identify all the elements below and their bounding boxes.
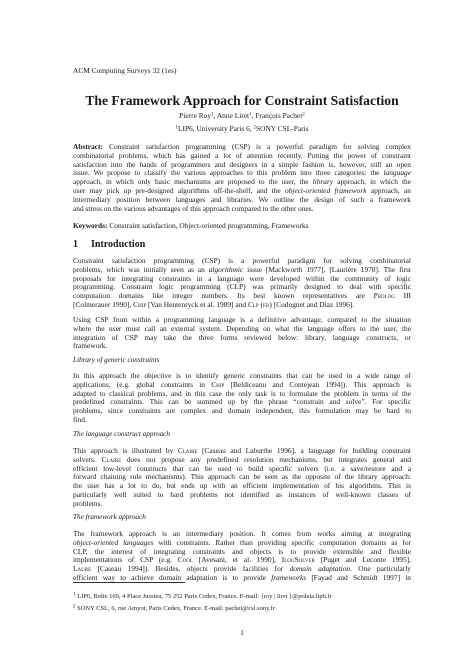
- author-name: François Pachet: [255, 111, 303, 120]
- running-header: ACM Computing Surveys 32 (1es): [73, 66, 177, 75]
- abstract-line: approach, in which only basic mechanisms are proposed to the user, the library approach, in which the: [73, 178, 411, 187]
- footnote-1: $^1$ LIP6, Boîte 169, 4 Place Jussieu, 75 252 Paris Cedex, France. E-mail: {roy | liret }@poleia.lip6.fr: [73, 592, 332, 600]
- author-affil-marker: 1: [211, 112, 214, 118]
- author-list: Pierre Roy$^1$, Anne Liret$^1$, François Pachet$^2$: [179, 111, 305, 120]
- keywords: [73, 222, 411, 231]
- footnote-2: $^2$ SONY CSL, 6, rue Amyot, Paris Cedex, France. E-mail: pachet@csl.sony.fr: [73, 604, 275, 612]
- abstract-line: user may pick up pre-designed algorithms off-the-shelf, and the object-oriented framework approach, an: [73, 186, 411, 195]
- affil-marker: 2: [253, 125, 257, 131]
- author-affil-marker: 2: [302, 112, 305, 118]
- author-affil-marker: 1: [249, 112, 252, 118]
- intro-paragraph-2: Using CSP from within a programming language is a definitive advantage, compared to the situation where the user must call an external system. Depending on what the language offers to the user, the integration of CSP may take the three forms reviewed below: library, language constructs, or framework.: [73, 316, 411, 351]
- author-name: Anne Liret: [216, 111, 250, 120]
- abstract-label: Abstract:: [73, 143, 103, 151]
- section-title: Introduction: [91, 239, 146, 250]
- keywords-label: Keywords:: [73, 222, 108, 230]
- abstract-line: and stress on the various advantages of this approach compared to the other ones.: [73, 204, 314, 213]
- affiliation-line: [73, 124, 411, 133]
- affil-marker: 1: [175, 125, 178, 131]
- abstract-line: issue. We propose to classify the various approaches to this problem into three categories: the language: [73, 169, 411, 178]
- paper-title: The Framework Approach for Constraint Satisfaction: [85, 93, 399, 108]
- section-heading: [73, 239, 145, 251]
- abstract-line: satisfaction into the hands of programmers and designers in a simple fashion is, however, still an open: [73, 160, 411, 169]
- footnote-rule: [73, 582, 185, 583]
- keywords-text: Constraint satisfaction, Object-oriented programming, Frameworks: [107, 222, 309, 230]
- affil-text: SONY CSL-Paris: [256, 124, 309, 133]
- subsection-title: The language construct approach: [73, 430, 170, 438]
- abstract-line: intermediary position between languages and libraries. We outline the design of such a framework: [73, 195, 411, 204]
- abstract-line: combinatorial problems, which has gained a lot of attention recently. Putting the power of constraint: [73, 151, 411, 160]
- subsection-title: Library of generic constraints: [73, 356, 160, 364]
- intro-paragraph-1: Constraint satisfaction programming (CSP) is a powerful paradigm for solving combinatorial problems, which was initially seen as an algorithmic issue [Mackworth 1977], [Laurière 1978]. The first proposals for integrating constraints in a language were developed within the community of logic programming. Constraint logic programming (CLP) was primarily designed to deal with specific computation domains like integer numbers. Its best known representatives are Prolog III [Colmerauer 1990], Chip [Van Hentenryck et al. 1989] and Clp (fd) [Codognet and Diaz 1996].: [73, 257, 411, 309]
- page-number: 1: [240, 628, 244, 637]
- framework-paragraph: The framework approach is an intermediary position. It comes from works aiming at integrating object-oriented languages with constraints. Rather than providing specific computation domains as for CLP, the interest of integrating constraints and objects is to provide extensible and flexible implementations of CSP (e.g. Cool [Avesani, et al. 1990], IlogSolver [Puget and Leconte 1995], Laure [Caseau 1994]). Besides, objects provide facilities for domain adaptation. One particularly efficient way to achieve domain adaptation is to provide frameworks [Fayad and Schmidt 1997] in: [73, 530, 411, 582]
- abstract-line: Abstract: Constraint satisfaction programming (CSP) is a powerful paradigm for solving complex: [73, 143, 411, 151]
- abstract: [73, 143, 411, 213]
- language-construct-paragraph: This approach is illustrated by Claire [Caseau and Laburthe 1996], a language for building constraint solvers. Claire does not propose any predefined resolution mechanisms, but integrates general and efficient low-level constructs that can be used to build specific solvers (i.e. a save/restore and a forward chaining rule mechanisms). This approach can be seen as the opposite of the library approach: the user has a lot to do, but ends up with an efficient implementation of his algorithms. This is particularly well suited to hard problems not identified as instances of well-known classes of problems.: [73, 447, 411, 508]
- author-name: Pierre Roy: [179, 111, 212, 120]
- library-paragraph: In this approach the objective is to identify generic constraints that can be used in a wide range of applications, (e.g. global constraints in Chip [Beldiceanu and Contejean 1994]). This approach is adapted to classical problems, and in this case the only task is to formulate the problem in terms of the predefined constraints. This can be summed up by the phrase “constrain and solve”. For specific problems, since constraints are complex and domain independent, this formulation may be hard to find.: [73, 372, 411, 424]
- section-number: 1: [73, 239, 78, 250]
- subsection-title: The framework approach: [73, 513, 146, 521]
- affil-text: LIP6, University Paris 6,: [177, 124, 254, 133]
